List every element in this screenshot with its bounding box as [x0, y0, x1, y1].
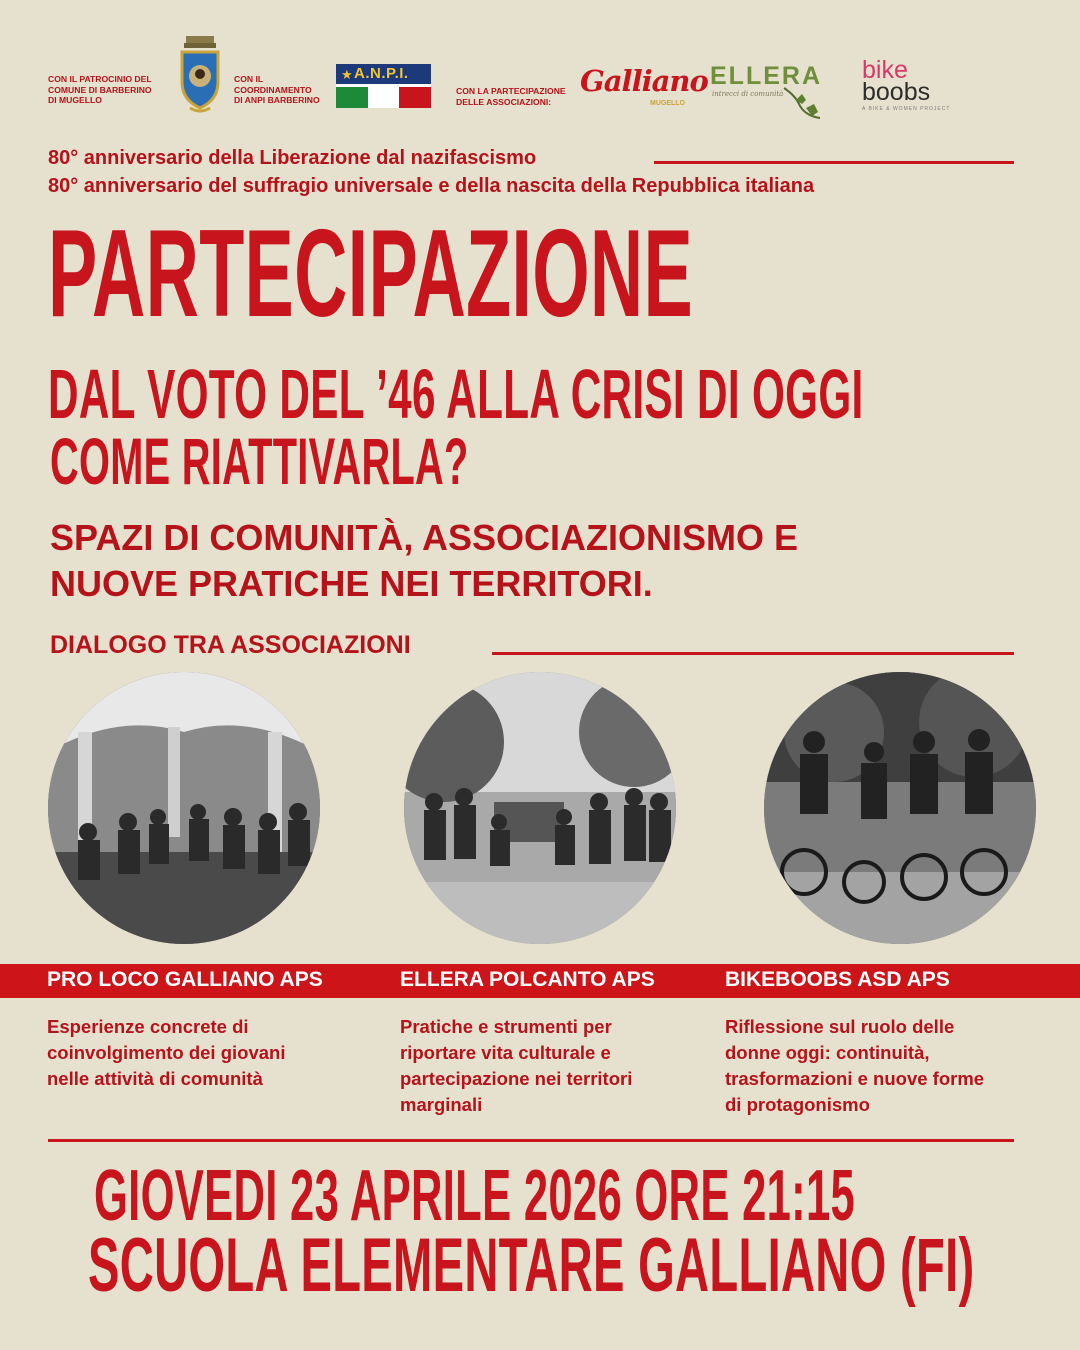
divider-rule — [492, 652, 1014, 655]
tagline — [50, 515, 798, 607]
description-line: riportare vita culturale e — [400, 1042, 611, 1063]
bikeboobs-logo-subtext: A BIKE & WOMEN PROJECT — [862, 106, 951, 112]
divider-rule — [654, 161, 1014, 164]
description-line: Esperienze concrete di — [47, 1016, 249, 1037]
description-line: donne oggi: continuità, — [725, 1042, 930, 1063]
patrocinio-line-2: COMUNE DI BARBERINO — [48, 84, 152, 95]
bikeboobs-logo-top: bike — [862, 56, 908, 84]
tagline-line-2: NUOVE PRATICHE NEI TERRITORI. — [50, 563, 653, 604]
association-name-pro-loco: PRO LOCO GALLIANO APS — [47, 968, 323, 991]
ellera-logo-subtext: intrecci di comunità — [712, 90, 784, 98]
description-line: marginali — [400, 1094, 483, 1115]
photo-ellera-group — [404, 672, 676, 944]
section-label: DIALOGO TRA ASSOCIAZIONI — [50, 631, 411, 659]
anpi-text: A.N.P.I. — [354, 65, 409, 82]
divider-rule — [48, 1139, 1014, 1142]
coordinamento-line-2: COORDINAMENTO — [234, 84, 312, 95]
partecipazione-caption — [456, 86, 566, 107]
bikeboobs-logo-bottom: boobs — [862, 78, 931, 106]
main-title: PARTECIPAZIONE — [48, 205, 693, 343]
subtitle-line-1: DAL VOTO DEL ’46 ALLA CRISI DI OGGI — [48, 355, 864, 433]
photo-bikeboobs-riders — [764, 672, 1036, 944]
bikeboobs-logo — [858, 58, 968, 118]
coordinamento-caption — [234, 74, 320, 106]
event-venue: SCUOLA ELEMENTARE GALLIANO (FI) — [88, 1223, 975, 1308]
association-description-pro-loco — [47, 1014, 285, 1092]
subtitle-line-2: COME RIATTIVARLA? — [50, 424, 469, 498]
partecipazione-line-2: DELLE ASSOCIAZIONI: — [456, 96, 552, 107]
description-line: Pratiche e strumenti per — [400, 1016, 612, 1037]
description-line: nelle attività di comunità — [47, 1068, 263, 1089]
association-description-ellera — [400, 1014, 632, 1118]
galliano-logo — [580, 64, 708, 114]
galliano-logo-subtext: MUGELLO — [650, 100, 685, 107]
association-description-bikeboobs — [725, 1014, 984, 1118]
anniversary-line-2: 80° anniversario del suffragio universale e della nascita della Repubblica italiana — [48, 175, 815, 197]
comune-crest-logo — [176, 34, 224, 116]
anpi-logo — [336, 64, 431, 108]
patrocinio-line-1: CON IL PATROCINIO DEL — [48, 74, 152, 84]
ellera-logo-text: ELLERA — [710, 62, 822, 90]
description-line: coinvolgimento dei giovani — [47, 1042, 286, 1063]
galliano-logo-text: Galliano — [580, 64, 708, 98]
patrocinio-caption — [48, 74, 152, 106]
ellera-logo — [706, 60, 836, 120]
photo-pro-loco-group — [48, 672, 320, 944]
description-line: di protagonismo — [725, 1094, 870, 1115]
event-date-time: GIOVEDI 23 APRILE 2026 ORE 21:15 — [94, 1156, 856, 1236]
anniversary-line-1: 80° anniversario della Liberazione dal nazifascismo — [48, 147, 537, 169]
description-line: Riflessione sul ruolo delle — [725, 1016, 955, 1037]
coordinamento-line-1: CON IL — [234, 74, 264, 84]
svg-text:★: ★ — [341, 67, 353, 82]
tagline-line-1: SPAZI DI COMUNITÀ, ASSOCIAZIONISMO E — [50, 517, 799, 558]
coordinamento-line-3: DI ANPI BARBERINO — [234, 95, 320, 105]
partecipazione-line-1: CON LA PARTECIPAZIONE — [456, 86, 566, 96]
description-line: partecipazione nei territori — [400, 1068, 633, 1089]
description-line: trasformazioni e nuove forme — [725, 1068, 985, 1089]
patrocinio-line-3: DI MUGELLO — [48, 95, 102, 105]
association-name-ellera: ELLERA POLCANTO APS — [400, 968, 655, 991]
association-name-bikeboobs: BIKEBOOBS ASD APS — [725, 968, 950, 991]
ivy-leaf-icon — [782, 86, 826, 120]
